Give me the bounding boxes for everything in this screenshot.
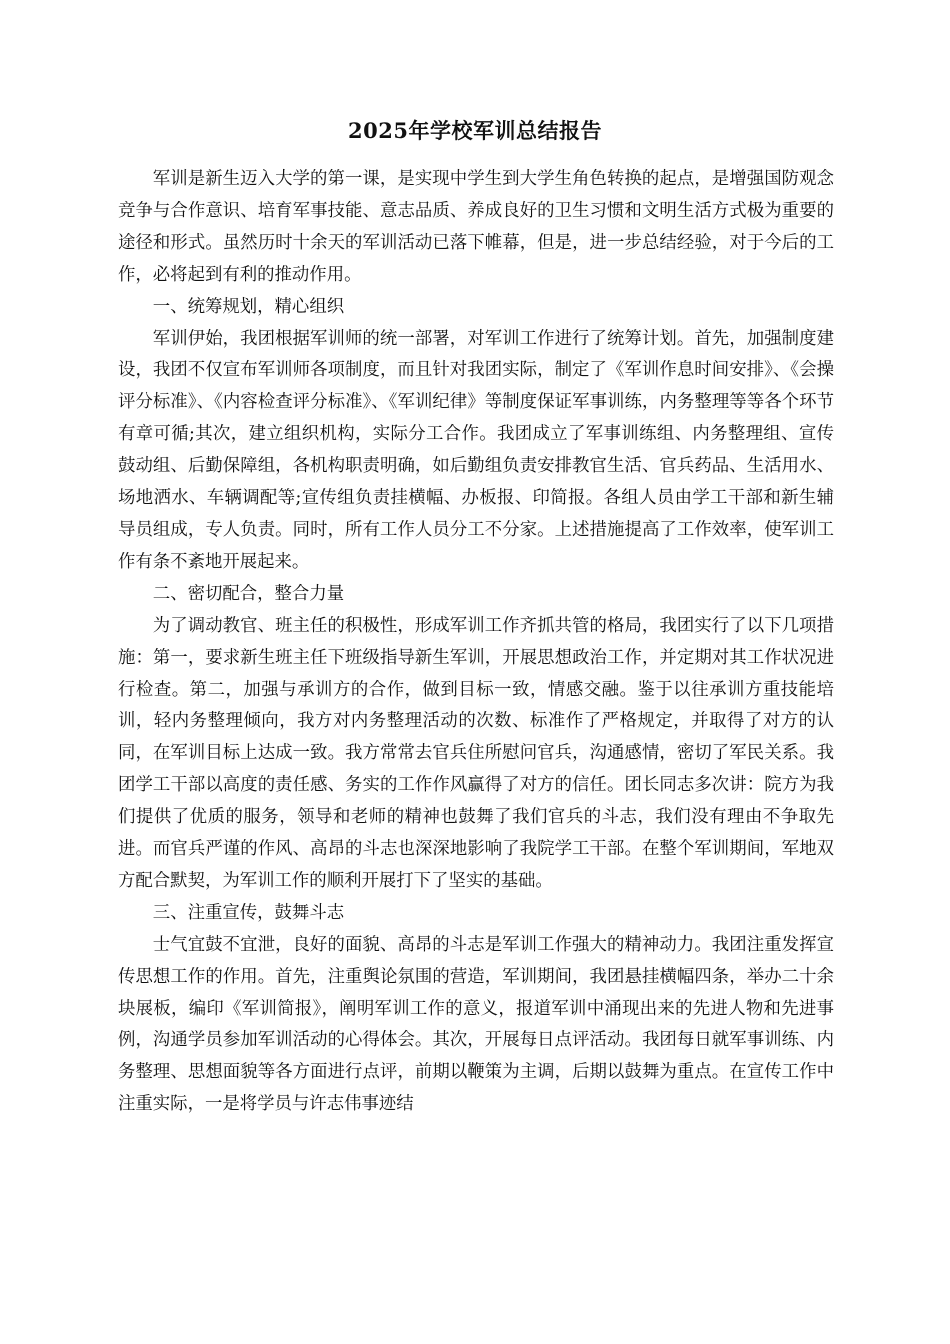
document-body bbox=[118, 164, 834, 1121]
paragraph-section-1: 军训伊始，我团根据军训师的统一部署，对军训工作进行了统筹计划。首先，加强制度建设，我团不仅宣布军训师各项制度，而且针对我团实际，制定了《军训作息时间安排》、《会操评分标准》、《内容检查评分标准》、《军训纪律》等制度保证军事训练，内务整理等等各个环节有章可循;其次，建立组织机构，实际分工合作。我团成立了军事训练组、内务整理组、宣传鼓动组、后勤保障组，各机构职责明确，如后勤组负责安排教官生活、官兵药品、生活用水、场地洒水、车辆调配等;宣传组负责挂横幅、办板报、印简报。各组人员由学工干部和新生辅导员组成，专人负责。同时，所有工作人员分工不分家。上述措施提高了工作效率，使军训工作有条不紊地开展起来。 bbox=[118, 328, 834, 572]
paragraph-section-3: 士气宜鼓不宜泄，良好的面貌、高昂的斗志是军训工作强大的精神动力。我团注重发挥宣传思想工作的作用。首先，注重舆论氛围的营造，军训期间，我团悬挂横幅四条，举办二十余块展板，编印《军训简报》，阐明军训工作的意义，报道军训中涌现出来的先进人物和先进事例，沟通学员参加军训活动的心得体会。其次，开展每日点评活动。我团每日就军事训练、内务整理、思想面貌等各方面进行点评，前期以鞭策为主调，后期以鼓舞为重点。在宣传工作中注重实际，一是将学员与许志伟事迹结 bbox=[118, 934, 834, 1115]
section-heading-1: 一、统筹规划，精心组织 bbox=[152, 296, 345, 317]
paragraph-intro: 军训是新生迈入大学的第一课，是实现中学生到大学生角色转换的起点，是增强国防观念竞争与合作意识、培育军事技能、意志品质、养成良好的卫生习惯和文明生活方式极为重要的途径和形式。虽然历时十余天的军训活动已落下帷幕，但是，进一步总结经验，对于今后的工作，必将起到有利的推动作用。 bbox=[118, 169, 834, 285]
document-title: 2025年学校军训总结报告 bbox=[348, 118, 602, 143]
section-heading-2: 二、密切配合，整合力量 bbox=[152, 583, 345, 604]
section-heading-3: 三、注重宣传，鼓舞斗志 bbox=[152, 902, 345, 923]
paragraph-section-2: 为了调动教官、班主任的积极性，形成军训工作齐抓共管的格局，我团实行了以下几项措施：第一，要求新生班主任下班级指导新生军训，开展思想政治工作，并定期对其工作状况进行检查。第二，加强与承训方的合作，做到目标一致，情感交融。鉴于以往承训方重技能培训，轻内务整理倾向，我方对内务整理活动的次数、标准作了严格规定，并取得了对方的认同，在军训目标上达成一致。我方常常去官兵住所慰问官兵，沟通感情，密切了军民关系。我团学工干部以高度的责任感、务实的工作作风赢得了对方的信任。团长同志多次讲：院方为我们提供了优质的服务，领导和老师的精神也鼓舞了我们官兵的斗志，我们没有理由不争取先进。而官兵严谨的作风、高昂的斗志也深深地影响了我院学工干部。在整个军训期间，军地双方配合默契，为军训工作的顺利开展打下了坚实的基础。 bbox=[118, 615, 834, 891]
